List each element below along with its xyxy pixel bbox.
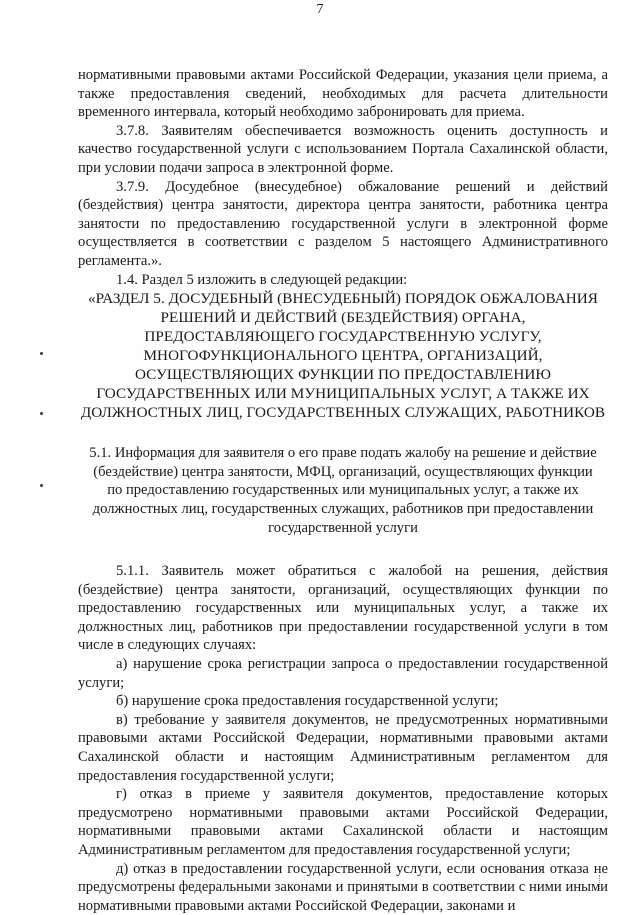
clause-number: 3.7.8. bbox=[116, 122, 149, 139]
paragraph-continuation: нормативными правовыми актами Российской Федерации, указания цели приема, а также предоставления сведений, необходимых для расчета длительности временного интервала, который необходимо забронировать для приема. bbox=[78, 67, 608, 121]
list-item-c: в) требование у заявителя документов, не предусмотренных нормативными правовыми актами Российской Федерации, нормативными правовыми актами Сахалинской области и настоящим Административным регламентом для предоставления государственной услуги; bbox=[78, 711, 608, 784]
page-number: 7 bbox=[316, 2, 324, 17]
clause-text: Досудебное (внесудебное) обжалование решений и действий (бездействия) центра занятости, директора центра занятости, работника центра занятости по предоставлению государственной услуги в электронной форме осуществляется в соответствии с разделом 5 настоящего Административного регламента.». bbox=[78, 178, 608, 269]
margin-dot bbox=[40, 484, 43, 487]
paragraph-3-7-9 bbox=[78, 178, 608, 271]
document-body bbox=[78, 66, 608, 915]
margin-dot bbox=[40, 412, 43, 415]
margin-dot bbox=[40, 352, 43, 355]
clause-number: 3.7.9. bbox=[116, 178, 149, 195]
clause-text: Заявителям обеспечивается возможность оценить доступность и качество государственной услуги с использованием Портала Сахалинской области, при условии подачи запроса в электронной форме. bbox=[78, 122, 608, 176]
paragraph-1-4: 1.4. Раздел 5 изложить в следующей редакции: bbox=[116, 271, 408, 288]
paragraph-3-7-8 bbox=[78, 122, 608, 178]
list-item-e: д) отказ в предоставлении государственной услуги, если основания отказа не предусмотрены федеральными законами и принятыми в соответствии с ними иными нормативными правовыми актами Российской Федерации, законами и bbox=[78, 860, 608, 914]
list-item-b: б) нарушение срока предоставления государственной услуги; bbox=[116, 693, 499, 710]
list-item-d: г) отказ в приеме у заявителя документов, предоставление которых предусмотрено нормативными правовыми актами Российской Федерации, нормативными правовыми актами Сахалинской области и настоящим Административным регламентом для предоставления государственной услуги; bbox=[78, 786, 608, 858]
list-item-a: а) нарушение срока регистрации запроса о предоставлении государственной услуги; bbox=[78, 656, 608, 691]
paragraph-5-1-1: 5.1.1. Заявитель может обратиться с жалобой на решения, действия (бездействие) центра занятости, организаций, осуществляющих функции по предоставлению государственных или муниципальных услуг, а также их должностных лиц, работников при предоставлении государственной услуги в том числе в следующих случаях: bbox=[78, 563, 608, 654]
subsection-5-1-heading: 5.1. Информация для заявителя о его праве подать жалобу на решение и действие (бездействие) центра занятости, МФЦ, организаций, осуществляющих функции по предоставлению государственных или муниципальных услуг, а также их должностных лиц, государственных служащих, работников при предоставлении государственной услуги bbox=[89, 445, 597, 536]
section-5-heading: «РАЗДЕЛ 5. ДОСУДЕБНЫЙ (ВНЕСУДЕБНЫЙ) ПОРЯДОК ОБЖАЛОВАНИЯ РЕШЕНИЙ И ДЕЙСТВИЙ (БЕЗДЕЙСТВИЯ) ОРГАНА, ПРЕДОСТАВЛЯЮЩЕГО ГОСУДАРСТВЕННУЮ УСЛУГУ, МНОГОФУНКЦИОНАЛЬНОГО ЦЕНТРА, ОРГАНИЗАЦИЙ, ОСУЩЕСТВЛЯЮЩИХ ФУНКЦИИ ПО ПРЕДОСТАВЛЕНИЮ ГОСУДАРСТВЕННЫХ ИЛИ МУНИЦИПАЛЬНЫХ УСЛУГ, А ТАКЖЕ ИХ ДОЛЖНОСТНЫХ ЛИЦ, ГОСУДАРСТВЕННЫХ СЛУЖАЩИХ, РАБОТНИКОВ bbox=[80, 290, 606, 422]
